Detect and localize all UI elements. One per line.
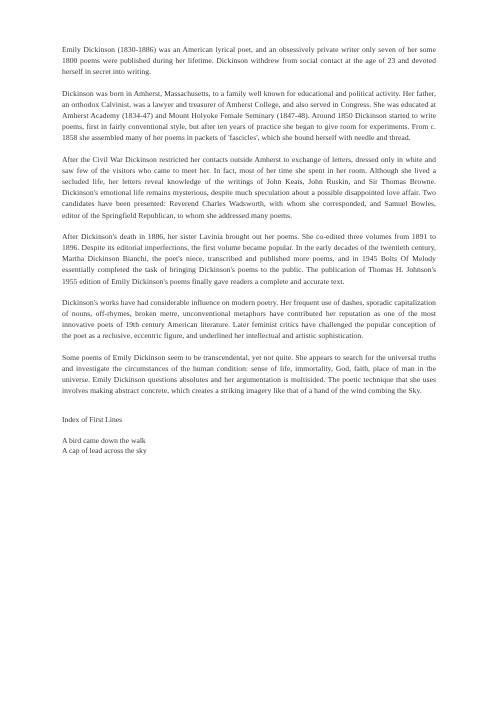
paragraph-early-life: Dickinson was born in Amherst, Massachusetts, to a family well known for educational and political activity. Her father, an orthodox Calvinist, was a lawyer and treasurer of Amherst College, and also served in Congress. She was educated at Amherst Academy (1834-47) and Mount Holyoke Female Seminary (1847-48). Around 1850 Dickinson started to write poems, first in fairly conventional style, but after ten years of practice she began to give room for experiments. From c. 1858 she assembled many of her poems in packets of 'fascicles', which she bound herself with needle and thread. [62,88,436,143]
index-heading: Index of First Lines [62,415,123,425]
index-list [62,436,436,458]
index-item: A cap of lead across the sky [62,446,147,456]
paragraph-influence: Dickinson's works have had considerable influence on modern poetry. Her frequent use of dashes, sporadic capitalization of nouns, off-rhymes, broken metre, unconventional metaphors have contributed her reputation as one of the most innovative poets of 19th century American literature. Later feminist critics have challenged the popular conception of the poet as a reclusive, eccentric figure, and underlined her intellectual and artistic sophistication. [62,297,436,341]
paragraph-posthumous-publication: After Dickinson's death in 1886, her sister Lavinia brought out her poems. She co-edited three volumes from 1891 to 1896. Despite its editorial imperfections, the first volume became popular. In the early decades of the twentieth century, Martha Dickinson Bianchi, the poet's niece, transcribed and published more poems, and in 1945 Bolts Of Melody essentially completed the task of bringing Dickinson's poems to the public. The publication of Thomas H. Johnson's 1955 edition of Emily Dickinson's poems finally gave readers a complete and accurate text. [62,231,436,286]
paragraph-intro: Emily Dickinson (1830-1886) was an American lyrical poet, and an obsessively private writer only seven of her some 1800 poems were published during her lifetime. Dickinson withdrew from social contact at the age of 23 and devoted herself in secret into writing. [62,45,436,77]
paragraph-seclusion: After the Civil War Dickinson restricted her contacts outside Amherst to exchange of letters, dressed only in white and saw few of the visitors who came to meet her. In fact, most of her time she spent in her room. Although she lived a secluded life, her letters reveal knowledge of the writings of John Keats, John Ruskin, and Sir Thomas Browne. Dickinson's emotional life remains mysterious, despite much speculation about a possible disappointed love affair. Two candidates have been presented: Reverend Charles Wadsworth, with whom she corresponded, and Samuel Bowles, editor of the Springfield Republican, to whom she addressed many poems. [62,154,436,220]
index-item: A bird came down the walk [62,435,146,445]
paragraph-themes: Some poems of Emily Dickinson seem to be transcendental, yet not quite. She appears to search for the universal truths and investigate the circumstances of the human condition: sense of life, immortality, God, faith, place of man in the universe. Emily Dickinson questions absolutes and her argumentation is multisided. The poetic technique that she uses involves making abstract concrete, which creates a striking imagery like that of a hand of the wind combing the Sky. [62,352,436,396]
